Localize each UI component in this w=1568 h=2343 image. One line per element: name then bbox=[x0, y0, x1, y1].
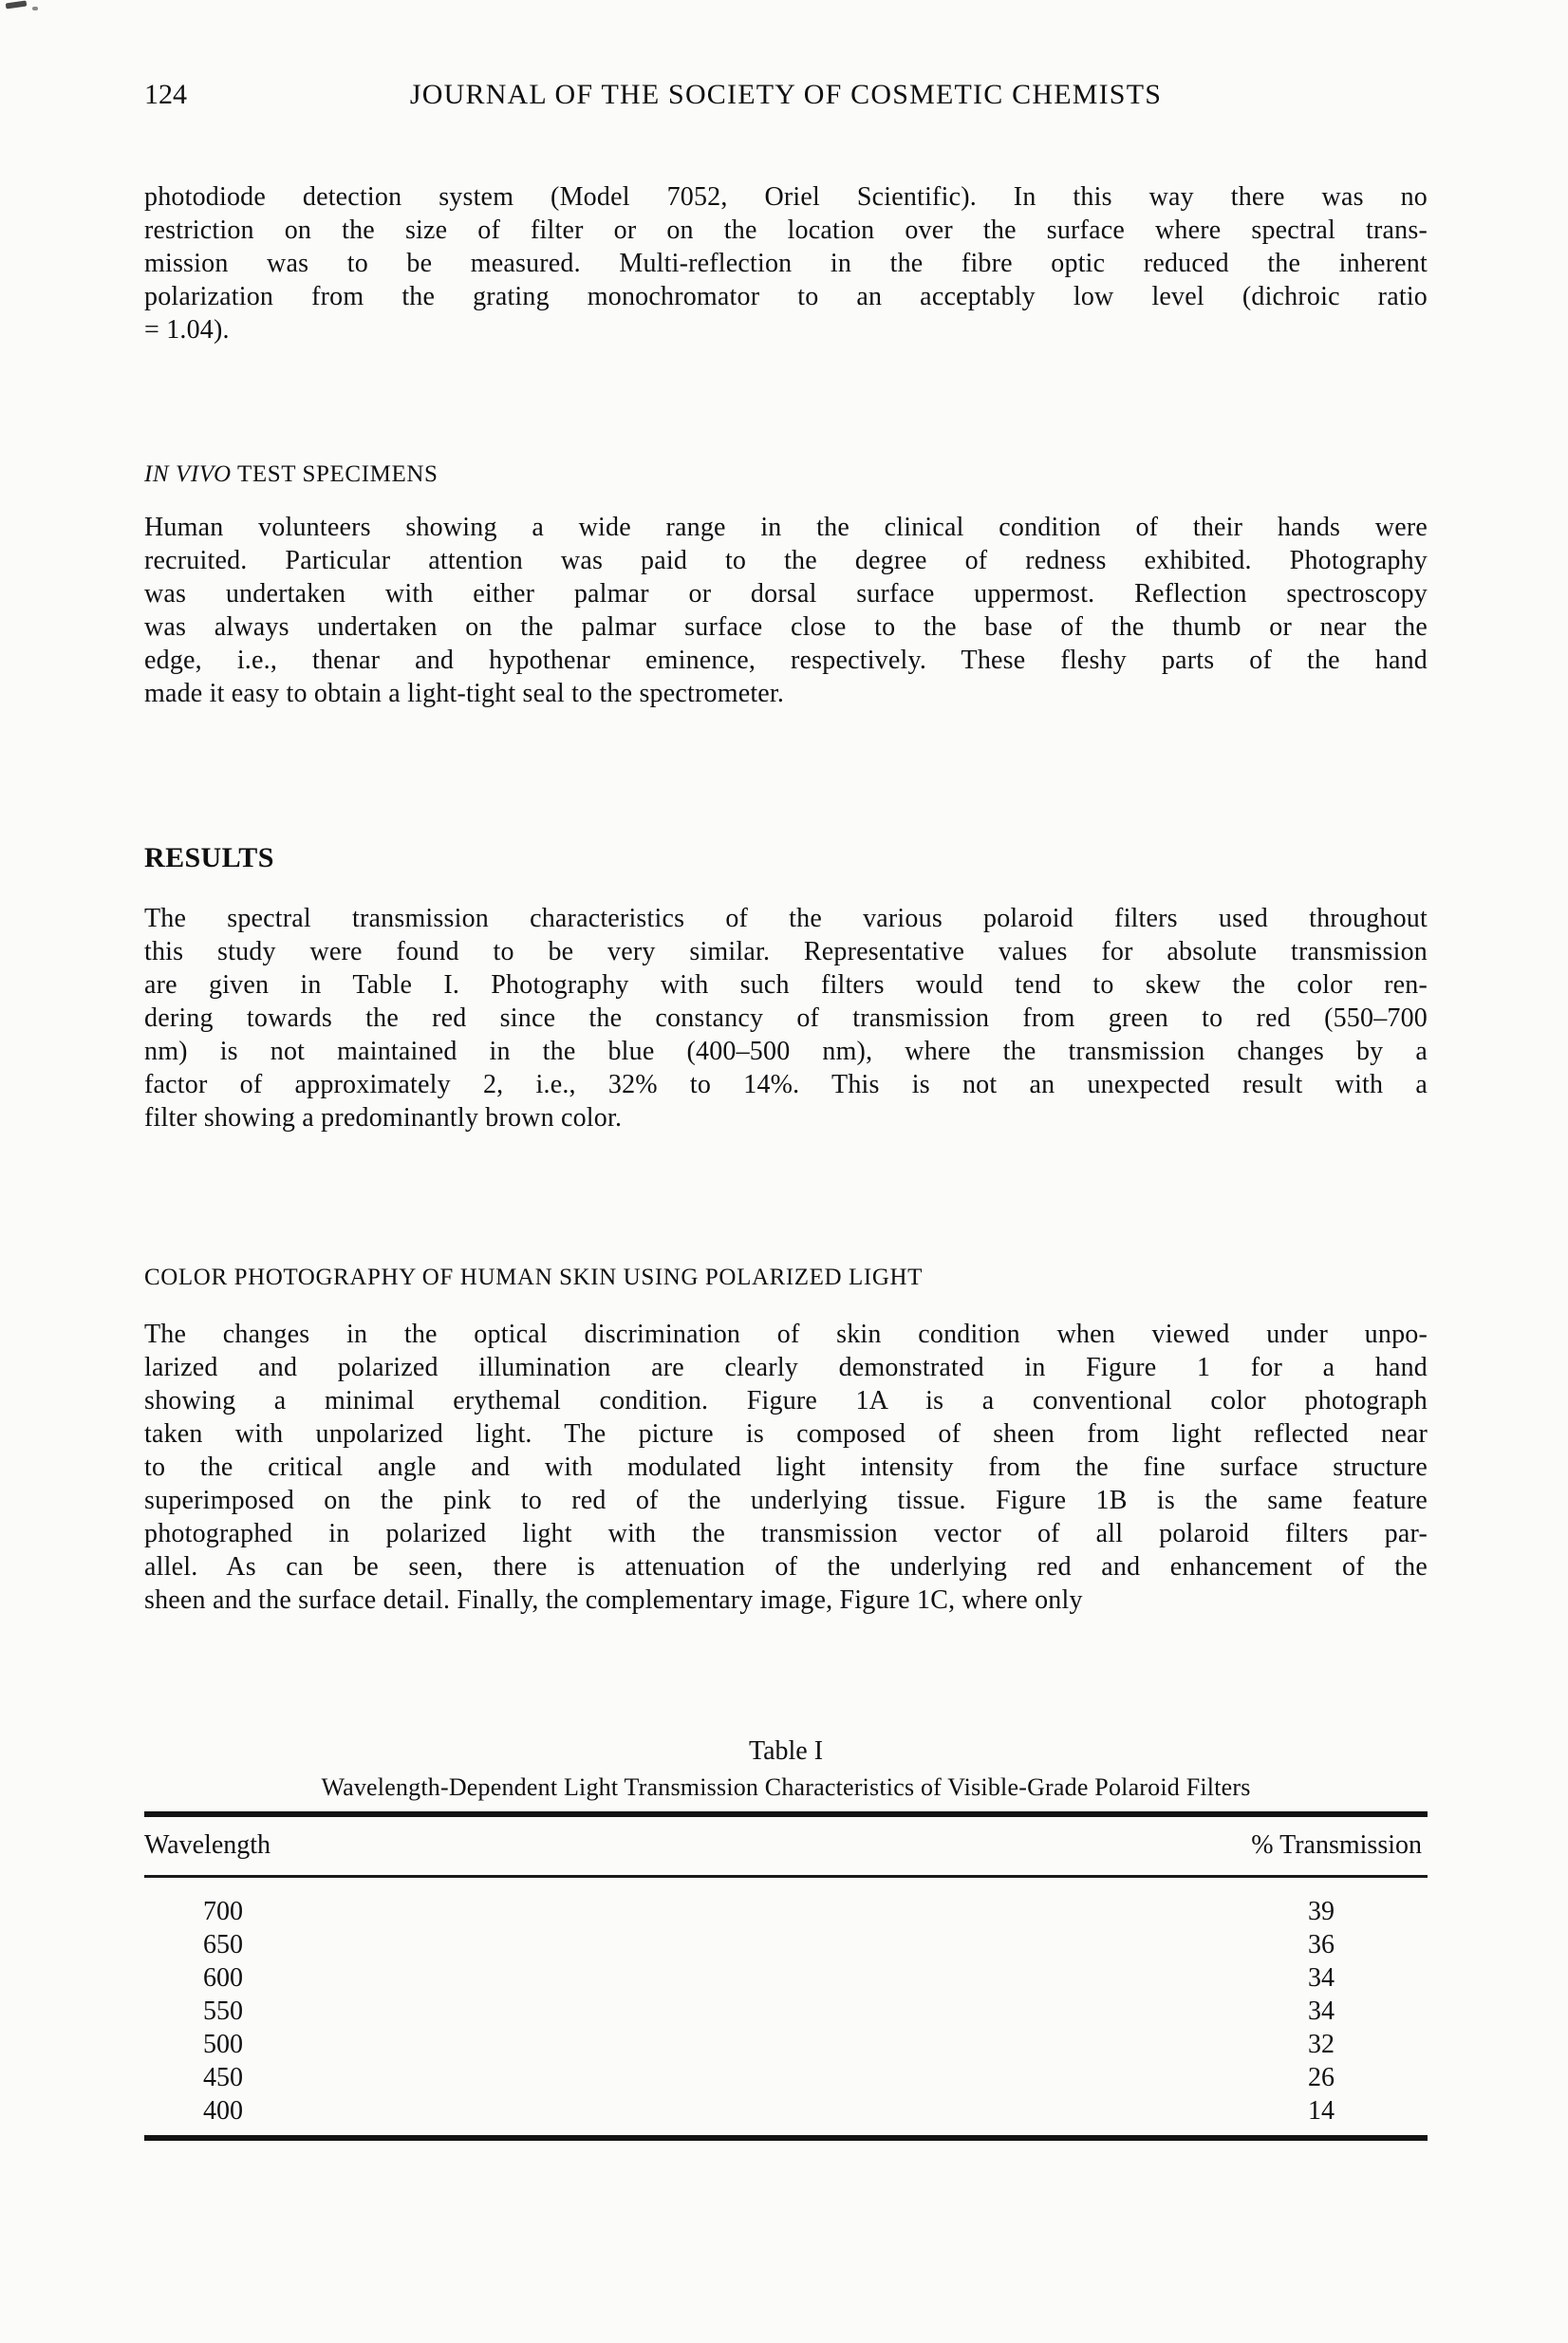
text-line: The changes in the optical discrimination of skin condition when viewed under unpo- bbox=[144, 1320, 1428, 1349]
transmission-value: 39 bbox=[1308, 1897, 1335, 1926]
wavelength-value: 650 bbox=[203, 1930, 243, 1959]
text-line: was undertaken with either palmar or dorsal surface uppermost. Reflection spectroscopy bbox=[144, 579, 1428, 609]
wavelength-value: 550 bbox=[203, 1996, 243, 2026]
text-line: nm) is not maintained in the blue (400–500 nm), where the transmission changes by a bbox=[144, 1037, 1428, 1066]
table-i bbox=[144, 1735, 1428, 2141]
text-line: dering towards the red since the constancy of transmission from green to red (550–700 bbox=[144, 1003, 1428, 1033]
text-line: superimposed on the pink to red of the underlying tissue. Figure 1B is the same feature bbox=[144, 1486, 1428, 1515]
text-line: photodiode detection system (Model 7052, Oriel Scientific). In this way there was no bbox=[144, 182, 1428, 212]
text-line: photographed in polarized light with the transmission vector of all polaroid filters par- bbox=[144, 1519, 1428, 1548]
transmission-value: 32 bbox=[1308, 2030, 1335, 2059]
table-row bbox=[144, 2061, 1428, 2094]
transmission-value: 26 bbox=[1308, 2063, 1335, 2092]
column-header-transmission: % Transmission bbox=[1251, 1830, 1422, 1860]
paragraph-results bbox=[144, 902, 1428, 1134]
text-line: was always undertaken on the palmar surface close to the base of the thumb or near the bbox=[144, 612, 1428, 642]
table-body bbox=[144, 1878, 1428, 2127]
text-line: = 1.04). bbox=[144, 315, 230, 345]
transmission-value: 36 bbox=[1308, 1930, 1335, 1959]
wavelength-value: 500 bbox=[203, 2030, 243, 2059]
column-header-wavelength: Wavelength bbox=[144, 1830, 271, 1860]
section-heading-in-vivo-test-specimens bbox=[144, 459, 1428, 489]
table-row bbox=[144, 1928, 1428, 1961]
transmission-value: 14 bbox=[1308, 2096, 1335, 2126]
transmission-value: 34 bbox=[1308, 1963, 1335, 1993]
heading-roman-part: TEST SPECIMENS bbox=[231, 461, 439, 487]
text-line: this study were found to be very similar. Representative values for absolute transmission bbox=[144, 937, 1428, 966]
table-row bbox=[144, 2028, 1428, 2061]
text-line: edge, i.e., thenar and hypothenar eminence, respectively. These fleshy parts of the hand bbox=[144, 646, 1428, 675]
text-line: The spectral transmission characteristics of the various polaroid filters used throughout bbox=[144, 904, 1428, 933]
table-row bbox=[144, 1995, 1428, 2028]
text-line: mission was to be measured. Multi-reflection in the fibre optic reduced the inherent bbox=[144, 249, 1428, 278]
transmission-value: 34 bbox=[1308, 1996, 1335, 2026]
paragraph-in-vivo bbox=[144, 511, 1428, 710]
table-title: Table I bbox=[748, 1736, 824, 1766]
table-bottom-rule bbox=[144, 2135, 1428, 2141]
section-heading-results: RESULTS bbox=[144, 842, 274, 873]
paragraph-color-photography bbox=[144, 1318, 1428, 1617]
text-line: filter showing a predominantly brown color. bbox=[144, 1103, 623, 1133]
text-line: sheen and the surface detail. Finally, the complementary image, Figure 1C, where only bbox=[144, 1585, 1083, 1615]
heading-italic-part: IN VIVO bbox=[144, 461, 232, 487]
text-line: taken with unpolarized light. The picture is composed of sheen from light reflected near bbox=[144, 1419, 1428, 1449]
text-line: factor of approximately 2, i.e., 32% to 14%. This is not an unexpected result with a bbox=[144, 1070, 1428, 1099]
table-subtitle: Wavelength-Dependent Light Transmission Characteristics of Visible-Grade Polaroid Filters bbox=[321, 1773, 1251, 1801]
wavelength-value: 450 bbox=[203, 2063, 243, 2092]
page-number: 124 bbox=[144, 79, 187, 110]
table-header-row bbox=[144, 1817, 1428, 1875]
text-line: are given in Table I. Photography with such filters would tend to skew the color ren- bbox=[144, 970, 1428, 1000]
text-line: Human volunteers showing a wide range in the clinical condition of their hands were bbox=[144, 513, 1428, 542]
wavelength-value: 400 bbox=[203, 2096, 243, 2126]
text-line: made it easy to obtain a light-tight seal to the spectrometer. bbox=[144, 679, 785, 708]
scan-speck bbox=[32, 7, 38, 10]
text-line: recruited. Particular attention was paid to the degree of redness exhibited. Photography bbox=[144, 546, 1428, 575]
text-line: larized and polarized illumination are clearly demonstrated in Figure 1 for a hand bbox=[144, 1353, 1428, 1382]
section-heading-color-photography: COLOR PHOTOGRAPHY OF HUMAN SKIN USING POLARIZED LIGHT bbox=[144, 1265, 924, 1290]
text-line: allel. As can be seen, there is attenuation of the underlying red and enhancement of the bbox=[144, 1552, 1428, 1582]
running-head bbox=[144, 78, 1428, 116]
scan-speck bbox=[6, 0, 28, 9]
table-row bbox=[144, 1961, 1428, 1995]
table-row bbox=[144, 2094, 1428, 2127]
wavelength-value: 700 bbox=[203, 1897, 243, 1926]
text-line: restriction on the size of filter or on the location over the surface where spectral trans- bbox=[144, 216, 1428, 245]
wavelength-value: 600 bbox=[203, 1963, 243, 1993]
text-line: polarization from the grating monochromator to an acceptably low level (dichroic ratio bbox=[144, 282, 1428, 311]
journal-title: JOURNAL OF THE SOCIETY OF COSMETIC CHEMISTS bbox=[409, 79, 1163, 110]
text-line: showing a minimal erythemal condition. Figure 1A is a conventional color photograph bbox=[144, 1386, 1428, 1415]
paragraph-intro bbox=[144, 180, 1428, 347]
table-row bbox=[144, 1895, 1428, 1928]
text-line: to the critical angle and with modulated light intensity from the fine surface structure bbox=[144, 1453, 1428, 1482]
